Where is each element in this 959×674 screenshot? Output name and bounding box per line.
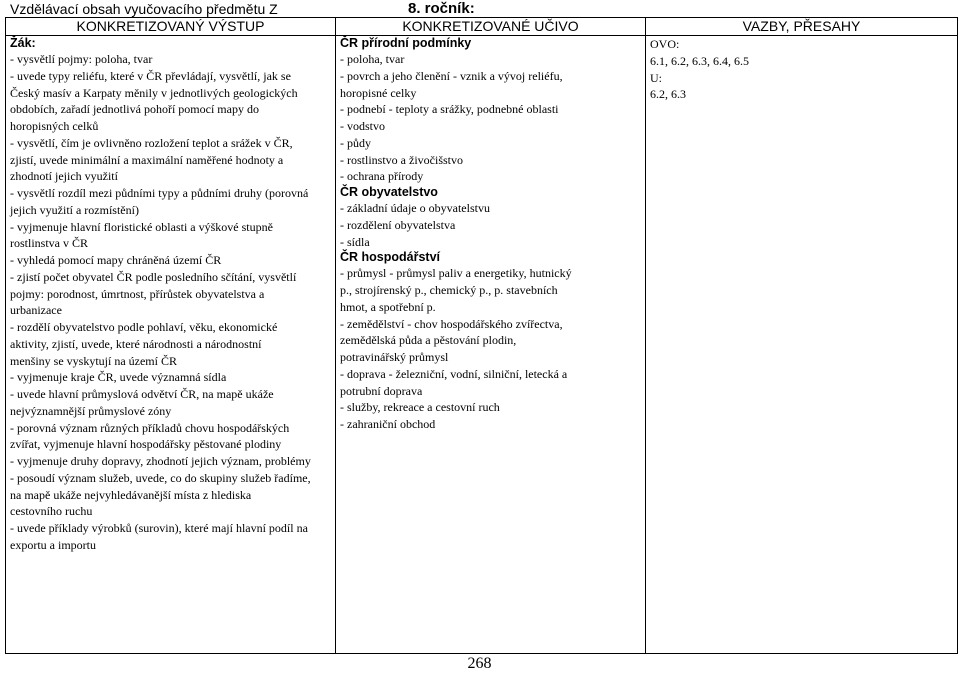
- output-line: - vyjmenuje kraje ČR, uvede významná sídla: [10, 370, 227, 385]
- section-heading: ČR hospodářství: [340, 250, 441, 265]
- content-line: - základní údaje o obyvatelstvu: [340, 201, 490, 215]
- subject-title: Vzdělávací obsah vyučovacího předmětu Z: [10, 1, 278, 17]
- content-line: - doprava - železniční, vodní, silniční, letecká a: [340, 366, 568, 381]
- output-line: - vysvětlí, čím je ovlivněno rozložení teplot a srážek v ČR,: [10, 135, 293, 150]
- outputs-cell: [6, 36, 336, 654]
- output-line: rostlinstva v ČR: [10, 236, 89, 251]
- link-line: U:: [650, 70, 662, 85]
- curriculum-table: [5, 17, 958, 654]
- content-line: - průmysl - průmysl paliv a energetiky, hutnický: [340, 266, 572, 281]
- content-line: - rozdělení obyvatelstva: [340, 217, 456, 232]
- output-line: pojmy: porodnost, úmrtnost, přírůstek obyvatelstva a: [10, 286, 265, 301]
- table-row: [6, 36, 958, 654]
- content-line: - ochrana přírody: [340, 169, 424, 184]
- output-line: zhodnotí jejich využití: [10, 169, 118, 184]
- link-line: 6.1, 6.2, 6.3, 6.4, 6.5: [650, 53, 749, 68]
- output-line: cestovního ruchu: [10, 504, 93, 519]
- content-line: - sídla: [340, 234, 370, 249]
- grade-title: 8. ročník:: [408, 0, 475, 17]
- content-line: - rostlinstvo a živočišstvo: [340, 152, 463, 167]
- output-line: - uvede hlavní průmyslová odvětví ČR, na mapě ukáže: [10, 387, 274, 401]
- content-line: - zemědělství - chov hospodářského zvířectva,: [340, 316, 563, 331]
- output-line: - porovná význam různých příkladů chovu hospodářských: [10, 420, 290, 435]
- content-line: - zahraniční obchod: [340, 417, 436, 431]
- output-line: nejvýznamnější průmyslové zóny: [10, 403, 172, 418]
- table-header-row: [6, 18, 958, 36]
- output-line: Český masív a Karpaty měnily v jednotlivých geologických: [10, 85, 298, 100]
- output-line: - rozdělí obyvatelstvo podle pohlaví, věku, ekonomické: [10, 320, 278, 334]
- page-number: 268: [467, 655, 492, 672]
- link-line: OVO:: [650, 37, 680, 51]
- output-line: - posoudí význam služeb, uvede, co do skupiny služeb řadíme,: [10, 470, 311, 485]
- output-line: menšiny se vyskytují na území ČR: [10, 353, 177, 368]
- output-line: aktivity, zjistí, uvede, které národnosti a národnostní: [10, 336, 262, 351]
- output-line: obdobích, zařadí jednotlivá pohoří pomocí mapy do: [10, 102, 259, 117]
- content-line: - půdy: [340, 135, 371, 150]
- content-line: zemědělská půda a pěstování plodin,: [340, 333, 517, 348]
- links-cell: [646, 36, 958, 654]
- output-line: - uvede typy reliéfu, které v ČR převládají, vysvětlí, jak se: [10, 68, 291, 83]
- content-line: hmot, a spotřební p.: [340, 299, 436, 314]
- output-line: zjistí, uvede minimální a maximální naměřené hodnoty a: [10, 152, 284, 167]
- content-line: horopisné celky: [340, 85, 417, 100]
- section-heading: ČR přírodní podmínky: [340, 36, 472, 50]
- page-header: [0, 0, 959, 17]
- output-line: - vyhledá pomocí mapy chráněná území ČR: [10, 253, 222, 267]
- content-line: p., strojírenský p., chemický p., p. stavebních: [340, 283, 558, 297]
- output-line: - uvede příklady výrobků (surovin), které mají hlavní podíl na: [10, 521, 308, 535]
- output-line: - vyjmenuje druhy dopravy, zhodnotí jejich význam, problémy: [10, 454, 311, 468]
- content-line: - vodstvo: [340, 119, 385, 133]
- output-line: - zjistí počet obyvatel ČR podle posledního sčítání, vysvětlí: [10, 269, 297, 284]
- pupil-heading: Žák:: [10, 36, 36, 50]
- content-cell: [336, 36, 646, 654]
- output-line: exportu a importu: [10, 537, 96, 552]
- content-line: - podnebí - teploty a srážky, podnebné oblasti: [340, 102, 559, 117]
- content-line: - poloha, tvar: [340, 52, 405, 66]
- output-line: - vysvětlí pojmy: poloha, tvar: [10, 52, 153, 66]
- section-heading: ČR obyvatelstvo: [340, 185, 438, 199]
- output-line: urbanizace: [10, 303, 62, 318]
- content-line: - povrch a jeho členění - vznik a vývoj reliéfu,: [340, 68, 563, 83]
- column-header-links: VAZBY, PŘESAHY: [646, 18, 958, 36]
- output-line: na mapě ukáže nejvyhledávanější místa z hlediska: [10, 487, 252, 502]
- output-line: - vyjmenuje hlavní floristické oblasti a výškové stupně: [10, 219, 273, 234]
- output-line: jejich využití a rozmístění): [10, 202, 139, 217]
- content-line: potrubní doprava: [340, 383, 423, 398]
- output-line: zvířat, vyjmenuje hlavní hospodářsky pěstované plodiny: [10, 437, 282, 452]
- content-line: potravinářský průmysl: [340, 350, 449, 364]
- content-line: - služby, rekreace a cestovní ruch: [340, 400, 500, 415]
- column-header-output: KONKRETIZOVANÝ VÝSTUP: [6, 18, 336, 36]
- output-line: - vysvětlí rozdíl mezi půdními typy a půdními druhy (porovná: [10, 186, 309, 200]
- column-header-content: KONKRETIZOVANÉ UČIVO: [336, 18, 646, 36]
- output-line: horopisných celků: [10, 119, 99, 133]
- link-line: 6.2, 6.3: [650, 87, 686, 102]
